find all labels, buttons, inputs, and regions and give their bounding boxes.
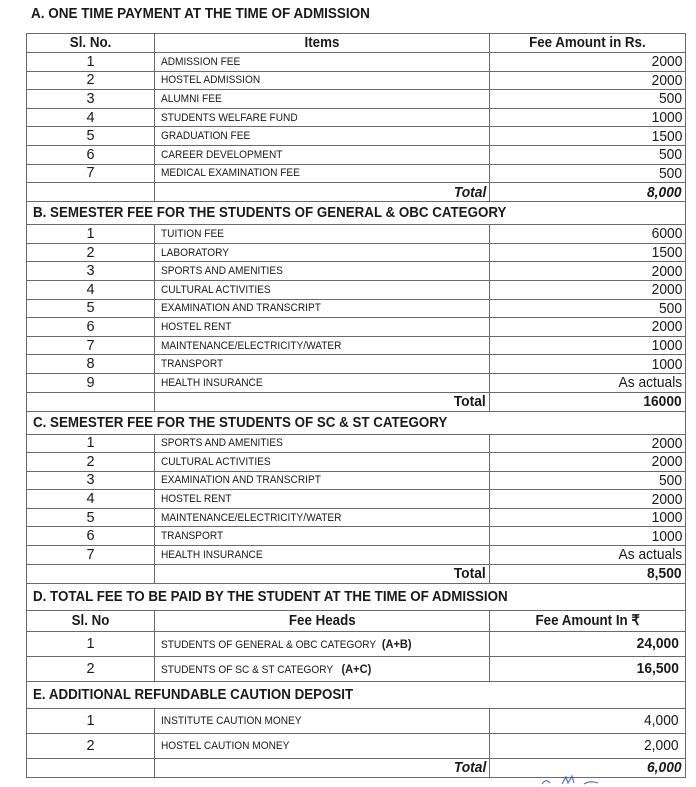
item-name: CULTURAL ACTIVITIES — [155, 453, 490, 472]
column-header-items: Items — [155, 34, 490, 53]
fee-head: STUDENTS OF SC & ST CATEGORY (A+C) — [155, 656, 490, 681]
fee-amount: 2000 — [490, 318, 686, 337]
total-label: Total — [155, 183, 490, 202]
sl-no: 5 — [27, 299, 155, 318]
sl-no: 6 — [27, 527, 155, 546]
section-a-column-header — [27, 34, 686, 53]
item-name: MAINTENANCE/ELECTRICITY/WATER — [155, 336, 490, 355]
sl-no: 7 — [27, 336, 155, 355]
sl-no: 4 — [27, 280, 155, 299]
sl-no: 2 — [27, 453, 155, 472]
table-row — [27, 299, 686, 318]
total-value: 16000 — [490, 392, 686, 411]
sl-no: 3 — [27, 90, 155, 109]
sl-no: 3 — [27, 471, 155, 490]
sl-no: 4 — [27, 108, 155, 127]
table-row — [27, 355, 686, 374]
section-c-title-row — [27, 411, 686, 434]
item-name: STUDENTS WELFARE FUND — [155, 108, 490, 127]
item-name: HEALTH INSURANCE — [155, 373, 490, 392]
table-row — [27, 145, 686, 164]
sl-no: 5 — [27, 508, 155, 527]
section-e-title-row — [27, 681, 686, 708]
table-row — [27, 280, 686, 299]
item-name: GRADUATION FEE — [155, 127, 490, 146]
section-b-total-row — [27, 392, 686, 411]
fee-amount: 24,000 — [490, 631, 686, 656]
item-name: MEDICAL EXAMINATION FEE — [155, 164, 490, 183]
fee-amount: 2000 — [490, 453, 686, 472]
sl-no: 6 — [27, 318, 155, 337]
item-name: HOSTEL ADMISSION — [155, 71, 490, 90]
item-name: ADMISSION FEE — [155, 53, 490, 72]
item-name: TRANSPORT — [155, 527, 490, 546]
item-name: CAREER DEVELOPMENT — [155, 145, 490, 164]
fee-amount: As actuals — [490, 373, 686, 392]
fee-amount: 2000 — [490, 434, 686, 453]
sl-no: 1 — [27, 225, 155, 244]
table-row — [27, 243, 686, 262]
section-c-title: C. SEMESTER FEE FOR THE STUDENTS OF SC & ST CATEGORY — [27, 411, 686, 434]
column-header-fee-heads: Fee Heads — [155, 610, 490, 631]
fee-amount: As actuals — [490, 546, 686, 565]
item-name: EXAMINATION AND TRANSCRIPT — [155, 299, 490, 318]
column-header-sl-no: Sl. No — [27, 610, 155, 631]
fee-amount: 1000 — [490, 108, 686, 127]
fee-structure-table — [26, 33, 686, 778]
empty-cell — [27, 392, 155, 411]
table-row — [27, 108, 686, 127]
table-row — [27, 127, 686, 146]
sl-no: 2 — [27, 243, 155, 262]
item-name: HEALTH INSURANCE — [155, 546, 490, 565]
item-name: EXAMINATION AND TRANSCRIPT — [155, 471, 490, 490]
table-row — [27, 434, 686, 453]
section-d-title-row — [27, 583, 686, 610]
total-label: Total — [155, 758, 490, 777]
section-c-total-row — [27, 564, 686, 583]
item-name: TRANSPORT — [155, 355, 490, 374]
item-name: SPORTS AND AMENITIES — [155, 262, 490, 281]
item-name: TUITION FEE — [155, 225, 490, 244]
table-row — [27, 373, 686, 392]
fee-amount: 4,000 — [490, 708, 686, 733]
item-name: SPORTS AND AMENITIES — [155, 434, 490, 453]
fee-amount: 1500 — [490, 127, 686, 146]
section-d-title: D. TOTAL FEE TO BE PAID BY THE STUDENT AT THE TIME OF ADMISSION — [27, 583, 686, 610]
sl-no: 7 — [27, 164, 155, 183]
table-row — [27, 336, 686, 355]
table-row — [27, 631, 686, 656]
empty-cell — [27, 183, 155, 202]
fee-amount: 2000 — [490, 262, 686, 281]
category-code: (A+B) — [381, 636, 412, 651]
fee-amount: 500 — [490, 164, 686, 183]
handwritten-signature-mark — [540, 772, 620, 786]
empty-cell — [27, 564, 155, 583]
column-header-fee-amount: Fee Amount In ₹ — [490, 610, 686, 631]
fee-amount: 2000 — [490, 280, 686, 299]
item-name: LABORATORY — [155, 243, 490, 262]
total-value: 8,000 — [490, 183, 686, 202]
fee-head: STUDENTS OF GENERAL & OBC CATEGORY (A+B) — [155, 631, 490, 656]
table-row — [27, 527, 686, 546]
column-header-fee-amount: Fee Amount in Rs. — [490, 34, 686, 53]
sl-no: 2 — [27, 733, 155, 758]
total-value: 8,500 — [490, 564, 686, 583]
item-name: HOSTEL RENT — [155, 318, 490, 337]
column-header-sl-no: Sl. No. — [27, 34, 155, 53]
item-name: HOSTEL RENT — [155, 490, 490, 509]
fee-amount: 2,000 — [490, 733, 686, 758]
item-name: ALUMNI FEE — [155, 90, 490, 109]
sl-no: 7 — [27, 546, 155, 565]
total-label: Total — [155, 392, 490, 411]
fee-amount: 500 — [490, 145, 686, 164]
fee-amount: 2000 — [490, 490, 686, 509]
fee-amount: 6000 — [490, 225, 686, 244]
section-a-total-row — [27, 183, 686, 202]
sl-no: 2 — [27, 71, 155, 90]
table-row — [27, 471, 686, 490]
sl-no: 5 — [27, 127, 155, 146]
sl-no: 1 — [27, 53, 155, 72]
sl-no: 1 — [27, 631, 155, 656]
sl-no: 1 — [27, 708, 155, 733]
empty-cell — [27, 758, 155, 777]
section-b-title: B. SEMESTER FEE FOR THE STUDENTS OF GENERAL & OBC CATEGORY — [27, 202, 686, 225]
table-row — [27, 164, 686, 183]
section-e-title: E. ADDITIONAL REFUNDABLE CAUTION DEPOSIT — [27, 681, 686, 708]
sl-no: 4 — [27, 490, 155, 509]
fee-amount: 1000 — [490, 508, 686, 527]
table-row — [27, 546, 686, 565]
table-row — [27, 490, 686, 509]
fee-amount: 500 — [490, 471, 686, 490]
table-row — [27, 90, 686, 109]
fee-amount: 1000 — [490, 527, 686, 546]
table-row — [27, 508, 686, 527]
table-row — [27, 453, 686, 472]
sl-no: 2 — [27, 656, 155, 681]
table-row — [27, 733, 686, 758]
total-label: Total — [155, 564, 490, 583]
category-code: (A+C) — [341, 661, 372, 676]
fee-amount: 1500 — [490, 243, 686, 262]
item-name: CULTURAL ACTIVITIES — [155, 280, 490, 299]
table-row — [27, 656, 686, 681]
section-d-column-header — [27, 610, 686, 631]
section-b-title-row — [27, 202, 686, 225]
table-row — [27, 262, 686, 281]
fee-amount: 1000 — [490, 336, 686, 355]
fee-amount: 16,500 — [490, 656, 686, 681]
sl-no: 6 — [27, 145, 155, 164]
table-row — [27, 318, 686, 337]
sl-no: 8 — [27, 355, 155, 374]
sl-no: 9 — [27, 373, 155, 392]
table-row — [27, 53, 686, 72]
fee-amount: 1000 — [490, 355, 686, 374]
fee-amount: 500 — [490, 90, 686, 109]
fee-amount: 2000 — [490, 71, 686, 90]
item-name: MAINTENANCE/ELECTRICITY/WATER — [155, 508, 490, 527]
sl-no: 3 — [27, 262, 155, 281]
fee-amount: 500 — [490, 299, 686, 318]
total-value: 6,000 — [490, 758, 686, 777]
table-row — [27, 708, 686, 733]
sl-no: 1 — [27, 434, 155, 453]
table-row — [27, 225, 686, 244]
fee-amount: 2000 — [490, 53, 686, 72]
item-name: INSTITUTE CAUTION MONEY — [155, 708, 490, 733]
section-a-title: A. ONE TIME PAYMENT AT THE TIME OF ADMISSION — [31, 6, 370, 22]
table-row — [27, 71, 686, 90]
item-name: HOSTEL CAUTION MONEY — [155, 733, 490, 758]
